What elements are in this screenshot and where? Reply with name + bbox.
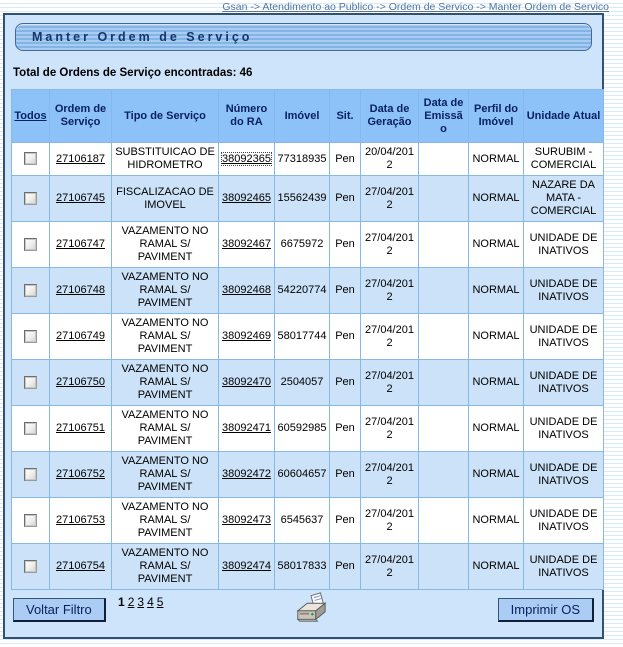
generation-date-cell: 27/04/2012	[361, 314, 419, 360]
service-type-cell: VAZAMENTO NO RAMAL S/ PAVIMENT	[112, 222, 219, 268]
order-link[interactable]: 27106747	[56, 238, 105, 250]
emission-date-cell	[419, 176, 469, 222]
breadcrumb[interactable]: Gsan -> Atendimento ao Publico -> Ordem de Servico -> Manter Ordem de Servico	[222, 1, 609, 13]
generation-date-cell: 27/04/2012	[361, 268, 419, 314]
ra-link[interactable]: 38092468	[222, 284, 271, 296]
table-row	[12, 360, 604, 406]
table-row	[12, 176, 604, 222]
ra-link[interactable]: 38092470	[222, 376, 271, 388]
table-row	[12, 544, 604, 590]
status-cell: Pen	[330, 143, 361, 176]
generation-date-cell: 27/04/2012	[361, 544, 419, 590]
table-row	[12, 452, 604, 498]
row-checkbox[interactable]	[24, 238, 37, 251]
imprimir-os-button[interactable]: Imprimir OS	[498, 598, 594, 622]
order-link[interactable]: 27106751	[56, 422, 105, 434]
ra-link[interactable]: 38092472	[222, 468, 271, 480]
property-cell: 15562439	[275, 176, 330, 222]
order-link[interactable]: 27106748	[56, 284, 105, 296]
profile-cell: NORMAL	[469, 498, 524, 544]
emission-date-cell	[419, 268, 469, 314]
property-cell: 58017744	[275, 314, 330, 360]
generation-date-cell: 27/04/2012	[361, 452, 419, 498]
generation-date-cell: 27/04/2012	[361, 360, 419, 406]
status-cell: Pen	[330, 544, 361, 590]
ra-link[interactable]: 38092474	[222, 560, 271, 572]
emission-date-cell	[419, 222, 469, 268]
unit-cell: UNIDADE DE INATIVOS	[524, 406, 604, 452]
header-emissao: Data de Emissão	[419, 90, 469, 143]
page-title: Manter Ordem de Serviço	[15, 23, 592, 51]
table-row	[12, 498, 604, 544]
profile-cell: NORMAL	[469, 314, 524, 360]
header-tipo: Tipo de Serviço	[112, 90, 219, 143]
service-type-cell: VAZAMENTO NO RAMAL S/ PAVIMENT	[112, 268, 219, 314]
table-row	[12, 314, 604, 360]
main-panel	[3, 13, 604, 639]
header-sit: Sit.	[330, 90, 361, 143]
profile-cell: NORMAL	[469, 143, 524, 176]
profile-cell: NORMAL	[469, 268, 524, 314]
unit-cell: UNIDADE DE INATIVOS	[524, 360, 604, 406]
pagination-current-page: 1	[118, 595, 125, 609]
printer-icon[interactable]	[292, 591, 330, 630]
select-all-link[interactable]: Todos	[14, 109, 47, 122]
profile-cell: NORMAL	[469, 222, 524, 268]
header-perfil: Perfil do Imóvel	[469, 90, 524, 143]
table-row	[12, 268, 604, 314]
profile-cell: NORMAL	[469, 544, 524, 590]
results-count: Total de Ordens de Serviço encontradas: 46	[13, 67, 253, 79]
generation-date-cell: 27/04/2012	[361, 406, 419, 452]
unit-cell: UNIDADE DE INATIVOS	[524, 498, 604, 544]
service-type-cell: SUBSTITUICAO DE HIDROMETRO	[112, 143, 219, 176]
order-link[interactable]: 27106187	[56, 152, 105, 165]
emission-date-cell	[419, 544, 469, 590]
emission-date-cell	[419, 314, 469, 360]
property-cell: 6675972	[275, 222, 330, 268]
ra-link[interactable]: 38092365	[222, 152, 271, 165]
generation-date-cell: 27/04/2012	[361, 176, 419, 222]
row-checkbox[interactable]	[24, 192, 37, 205]
order-link[interactable]: 27106750	[56, 376, 105, 388]
generation-date-cell: 27/04/2012	[361, 222, 419, 268]
status-cell: Pen	[330, 268, 361, 314]
table-row	[12, 222, 604, 268]
header-todos	[12, 90, 50, 143]
table-row	[12, 406, 604, 452]
unit-cell: NAZARE DA MATA - COMERCIAL	[524, 176, 604, 222]
property-cell: 54220774	[275, 268, 330, 314]
profile-cell: NORMAL	[469, 406, 524, 452]
status-cell: Pen	[330, 360, 361, 406]
service-type-cell: VAZAMENTO NO RAMAL S/ PAVIMENT	[112, 452, 219, 498]
ra-link[interactable]: 38092471	[222, 422, 271, 434]
row-checkbox[interactable]	[24, 560, 37, 573]
ra-link[interactable]: 38092465	[222, 192, 271, 204]
service-orders-table	[11, 89, 604, 590]
ra-link[interactable]: 38092467	[222, 238, 271, 250]
status-cell: Pen	[330, 406, 361, 452]
generation-date-cell: 27/04/2012	[361, 498, 419, 544]
header-geracao: Data de Geração	[361, 90, 419, 143]
unit-cell: UNIDADE DE INATIVOS	[524, 452, 604, 498]
emission-date-cell	[419, 143, 469, 176]
voltar-filtro-button[interactable]: Voltar Filtro	[13, 598, 106, 622]
status-cell: Pen	[330, 498, 361, 544]
table-header-row	[12, 90, 604, 143]
status-cell: Pen	[330, 176, 361, 222]
ra-link[interactable]: 38092473	[222, 514, 271, 526]
service-type-cell: VAZAMENTO NO RAMAL S/ PAVIMENT	[112, 360, 219, 406]
order-link[interactable]: 27106752	[56, 468, 105, 480]
row-checkbox[interactable]	[24, 284, 37, 297]
pagination-page-link[interactable]: 3	[137, 595, 145, 609]
service-type-cell: VAZAMENTO NO RAMAL S/ PAVIMENT	[112, 406, 219, 452]
property-cell: 2504057	[275, 360, 330, 406]
emission-date-cell	[419, 452, 469, 498]
footer-bar	[13, 595, 594, 625]
header-imovel: Imóvel	[275, 90, 330, 143]
order-link[interactable]: 27106749	[56, 330, 105, 342]
generation-date-cell: 20/04/2012	[361, 143, 419, 176]
row-checkbox[interactable]	[24, 422, 37, 435]
property-cell: 60604657	[275, 452, 330, 498]
pagination-page-link[interactable]: 4	[147, 595, 154, 609]
service-type-cell: VAZAMENTO NO RAMAL S/ PAVIMENT	[112, 314, 219, 360]
unit-cell: UNIDADE DE INATIVOS	[524, 268, 604, 314]
unit-cell: UNIDADE DE INATIVOS	[524, 222, 604, 268]
row-checkbox[interactable]	[24, 376, 37, 389]
profile-cell: NORMAL	[469, 176, 524, 222]
pagination-page-link[interactable]: 2	[127, 595, 135, 609]
pagination-page-link[interactable]: 5	[156, 595, 164, 609]
property-cell: 6545637	[275, 498, 330, 544]
header-ra: Número do RA	[219, 90, 275, 143]
header-unidade: Unidade Atual	[524, 90, 604, 143]
order-link[interactable]: 27106754	[56, 560, 105, 572]
profile-cell: NORMAL	[469, 360, 524, 406]
status-cell: Pen	[330, 222, 361, 268]
table-row	[12, 143, 604, 176]
profile-cell: NORMAL	[469, 452, 524, 498]
unit-cell: SURUBIM - COMERCIAL	[524, 143, 604, 176]
order-link[interactable]: 27106745	[56, 192, 105, 204]
unit-cell: UNIDADE DE INATIVOS	[524, 544, 604, 590]
header-ordem: Ordem de Serviço	[50, 90, 112, 143]
ra-link[interactable]: 38092469	[222, 330, 271, 342]
emission-date-cell	[419, 406, 469, 452]
row-checkbox[interactable]	[24, 514, 37, 527]
status-cell: Pen	[330, 314, 361, 360]
row-checkbox[interactable]	[24, 468, 37, 481]
row-checkbox[interactable]	[24, 330, 37, 343]
service-type-cell: FISCALIZACAO DE IMOVEL	[112, 176, 219, 222]
row-checkbox[interactable]	[24, 152, 37, 165]
property-cell: 77318935	[275, 143, 330, 176]
service-type-cell: VAZAMENTO NO RAMAL S/ PAVIMENT	[112, 498, 219, 544]
service-type-cell: VAZAMENTO NO RAMAL S/ PAVIMENT	[112, 544, 219, 590]
emission-date-cell	[419, 360, 469, 406]
property-cell: 60592985	[275, 406, 330, 452]
order-link[interactable]: 27106753	[56, 514, 105, 526]
unit-cell: UNIDADE DE INATIVOS	[524, 314, 604, 360]
emission-date-cell	[419, 498, 469, 544]
status-cell: Pen	[330, 452, 361, 498]
property-cell: 58017833	[275, 544, 330, 590]
